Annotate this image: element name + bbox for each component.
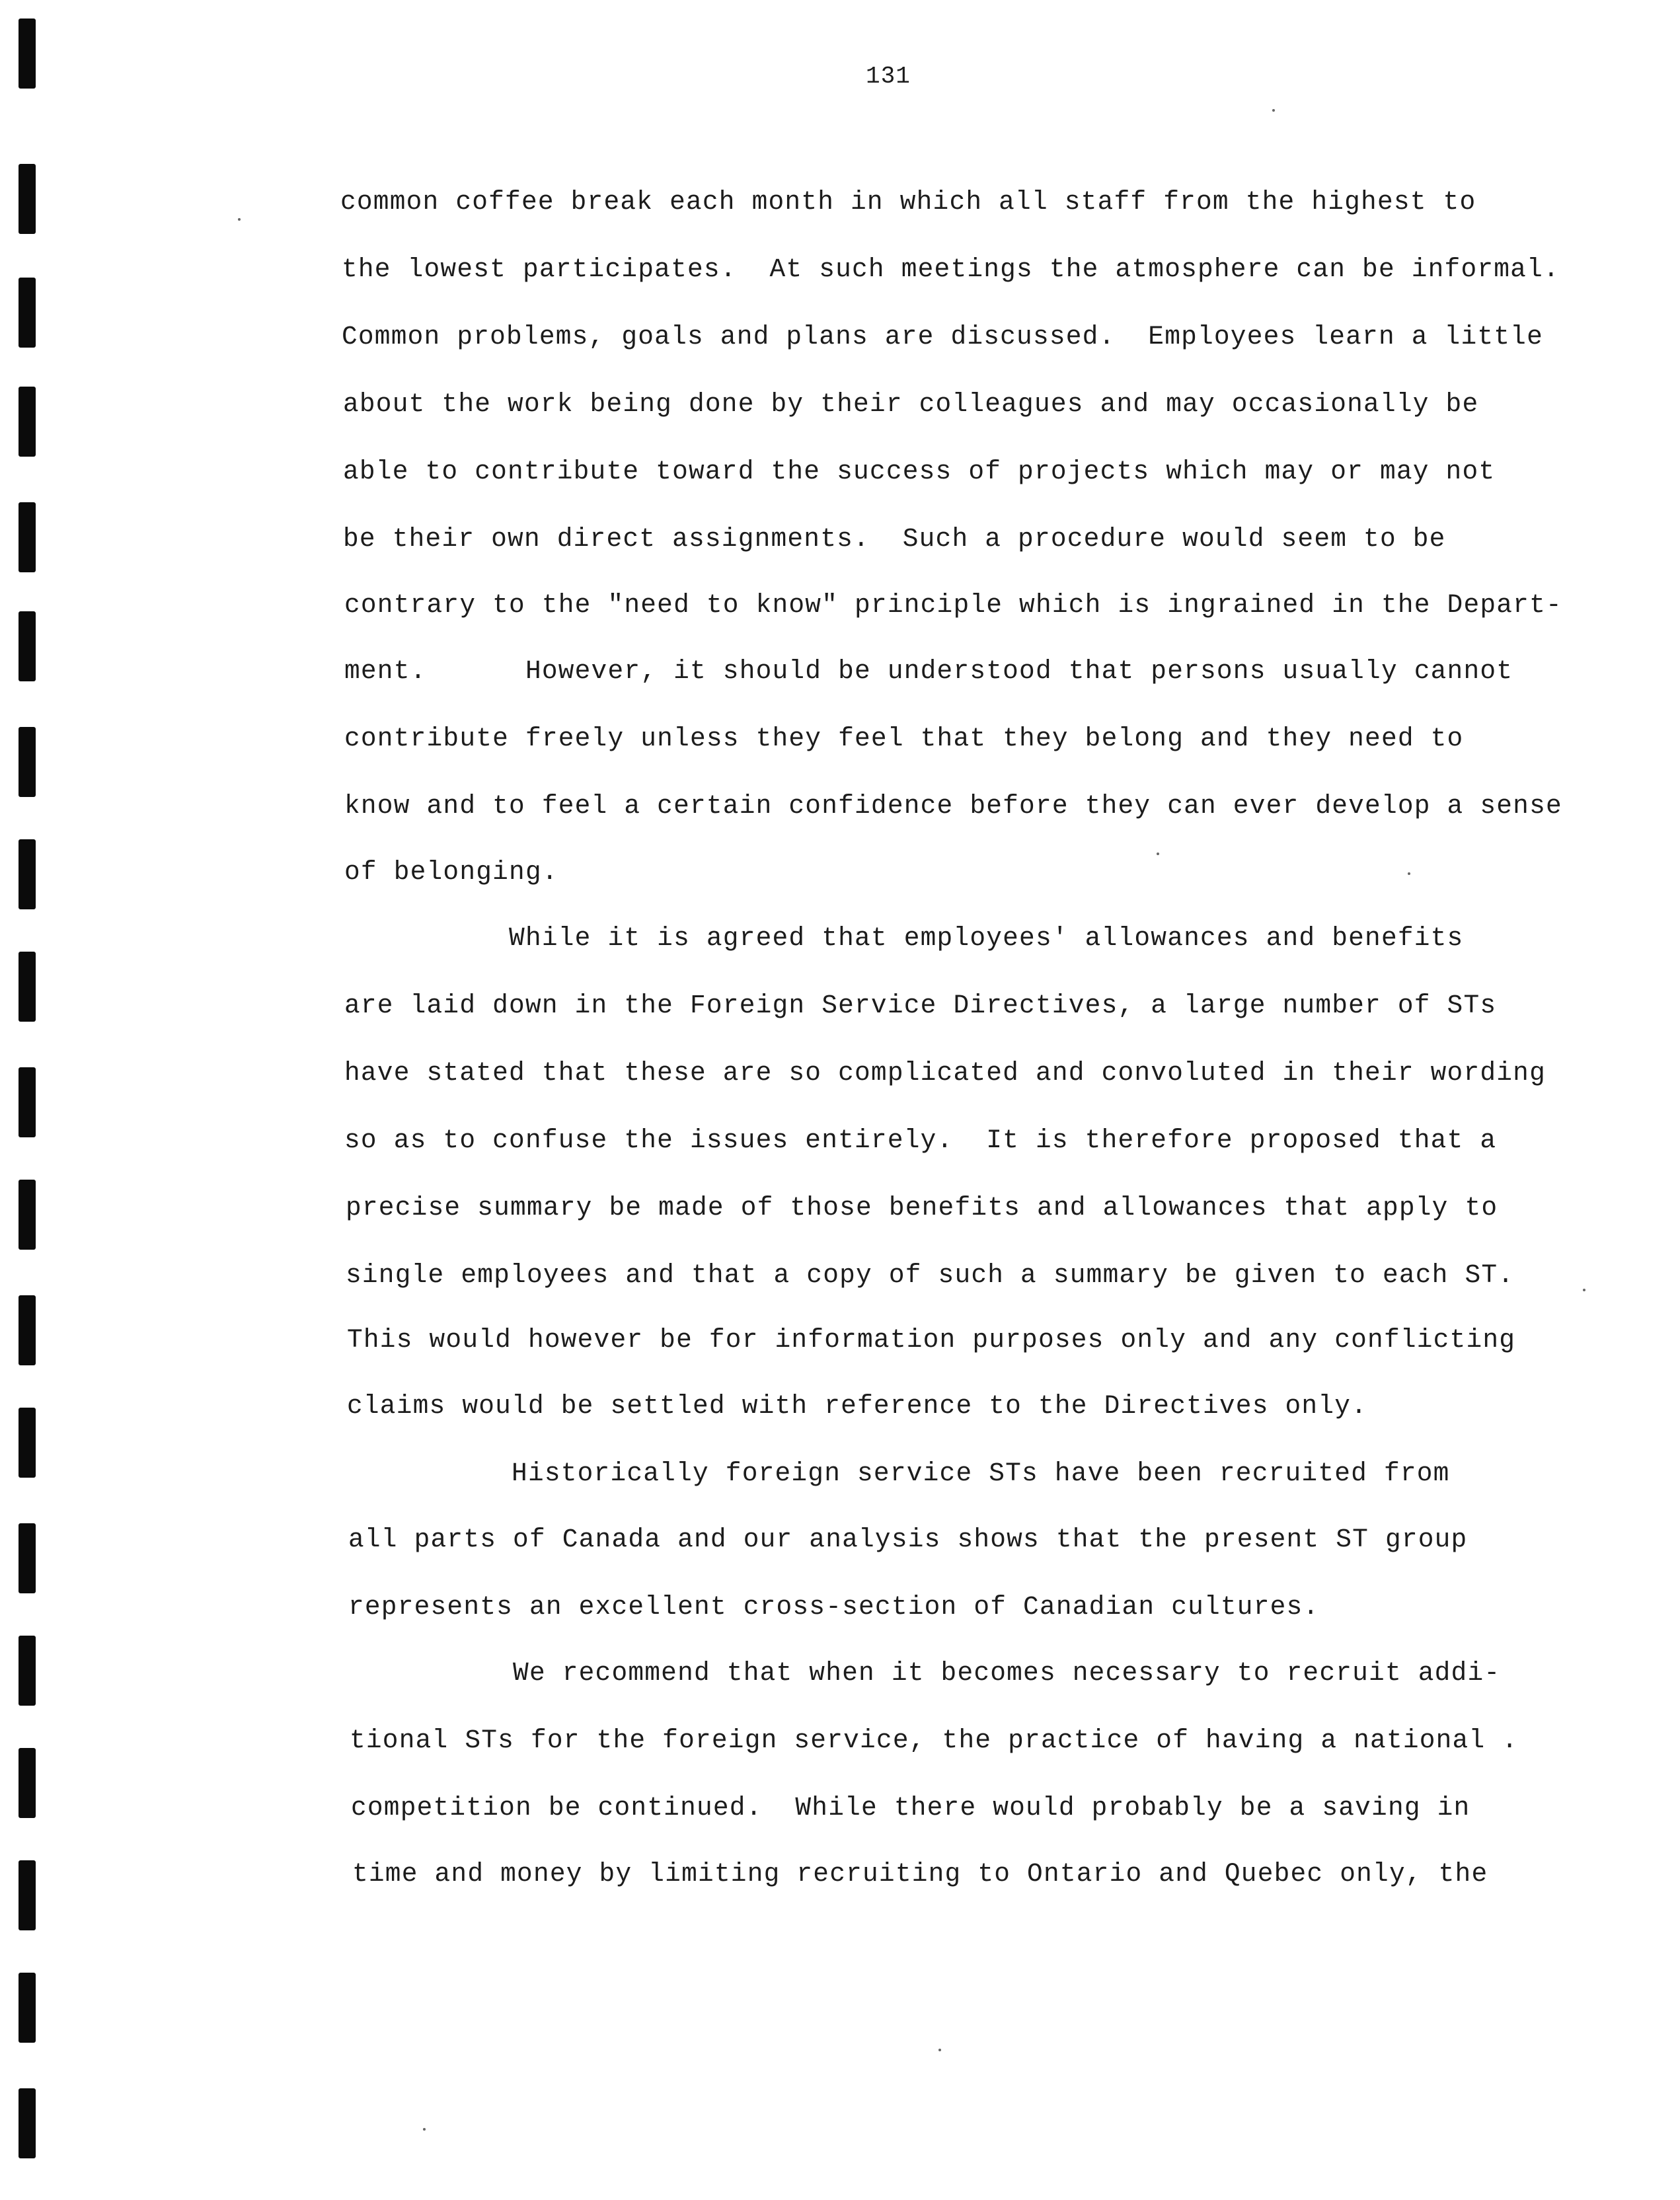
text-line: so as to confuse the issues entirely. It is therefore proposed that a (344, 1125, 1497, 1155)
scan-speck (238, 218, 241, 221)
punch-hole (19, 1636, 36, 1706)
punch-hole (19, 1860, 36, 1930)
punch-hole (19, 839, 36, 909)
punch-hole (19, 1523, 36, 1593)
text-line: the lowest participates. At such meetings the atmosphere can be informal. (342, 254, 1560, 284)
text-line: able to contribute toward the success of projects which may or may not (343, 457, 1496, 486)
text-line: Common problems, goals and plans are discussed. Employees learn a little (342, 322, 1543, 352)
text-line: have stated that these are so complicated and convoluted in their wording (344, 1058, 1546, 1088)
scan-speck (1272, 109, 1275, 112)
binder-punch-strip (0, 0, 53, 2200)
text-line: all parts of Canada and our analysis shows that the present ST group (348, 1525, 1468, 1554)
scan-speck (1583, 1289, 1585, 1291)
text-line: tional STs for the foreign service, the practice of having a national . (350, 1726, 1519, 1755)
scan-speck (1157, 853, 1159, 855)
text-line: We recommend that when it becomes necessary to recruit addi- (348, 1658, 1501, 1688)
text-line: precise summary be made of those benefits and allowances that apply to (346, 1193, 1498, 1223)
text-line: single employees and that a copy of such a summary be given to each ST. (346, 1260, 1515, 1290)
text-line: common coffee break each month in which all staff from the highest to (340, 187, 1476, 217)
text-line: This would however be for information purposes only and any conflicting (347, 1325, 1516, 1355)
text-line: contrary to the "need to know" principle which is ingrained in the Depart- (344, 590, 1562, 620)
text-line: of belonging. (344, 857, 558, 887)
punch-hole (19, 1067, 36, 1137)
text-line: ment. However, it should be understood that persons usually cannot (344, 656, 1513, 686)
punch-hole (19, 19, 36, 89)
text-line: are laid down in the Foreign Service Directives, a large number of STs (344, 991, 1497, 1020)
text-line: While it is agreed that employees' allowances and benefits (344, 923, 1464, 953)
punch-hole (19, 1748, 36, 1818)
punch-hole (19, 1408, 36, 1478)
punch-hole (19, 1973, 36, 2043)
punch-hole (19, 611, 36, 681)
scan-speck (423, 2128, 426, 2131)
punch-hole (19, 278, 36, 348)
punch-hole (19, 2088, 36, 2158)
punch-hole (19, 1180, 36, 1250)
text-line: represents an excellent cross-section of Canadian cultures. (348, 1592, 1320, 1622)
text-line: be their own direct assignments. Such a procedure would seem to be (343, 524, 1446, 554)
text-line: Historically foreign service STs have been recruited from (347, 1459, 1450, 1488)
punch-hole (19, 727, 36, 797)
text-line: know and to feel a certain confidence before they can ever develop a sense (344, 791, 1562, 821)
text-line: about the work being done by their colleagues and may occasionally be (343, 389, 1479, 419)
text-line: competition be continued. While there would probably be a saving in (351, 1793, 1470, 1823)
scan-speck (1408, 872, 1410, 875)
punch-hole (19, 1295, 36, 1365)
text-line: time and money by limiting recruiting to Ontario and Quebec only, the (352, 1859, 1488, 1889)
text-line: claims would be settled with reference to the Directives only. (347, 1391, 1368, 1421)
punch-hole (19, 952, 36, 1022)
page-number: 131 (866, 63, 911, 90)
punch-hole (19, 502, 36, 572)
scan-speck (938, 2049, 941, 2051)
punch-hole (19, 164, 36, 234)
punch-hole (19, 387, 36, 457)
text-line: contribute freely unless they feel that they belong and they need to (344, 724, 1464, 753)
